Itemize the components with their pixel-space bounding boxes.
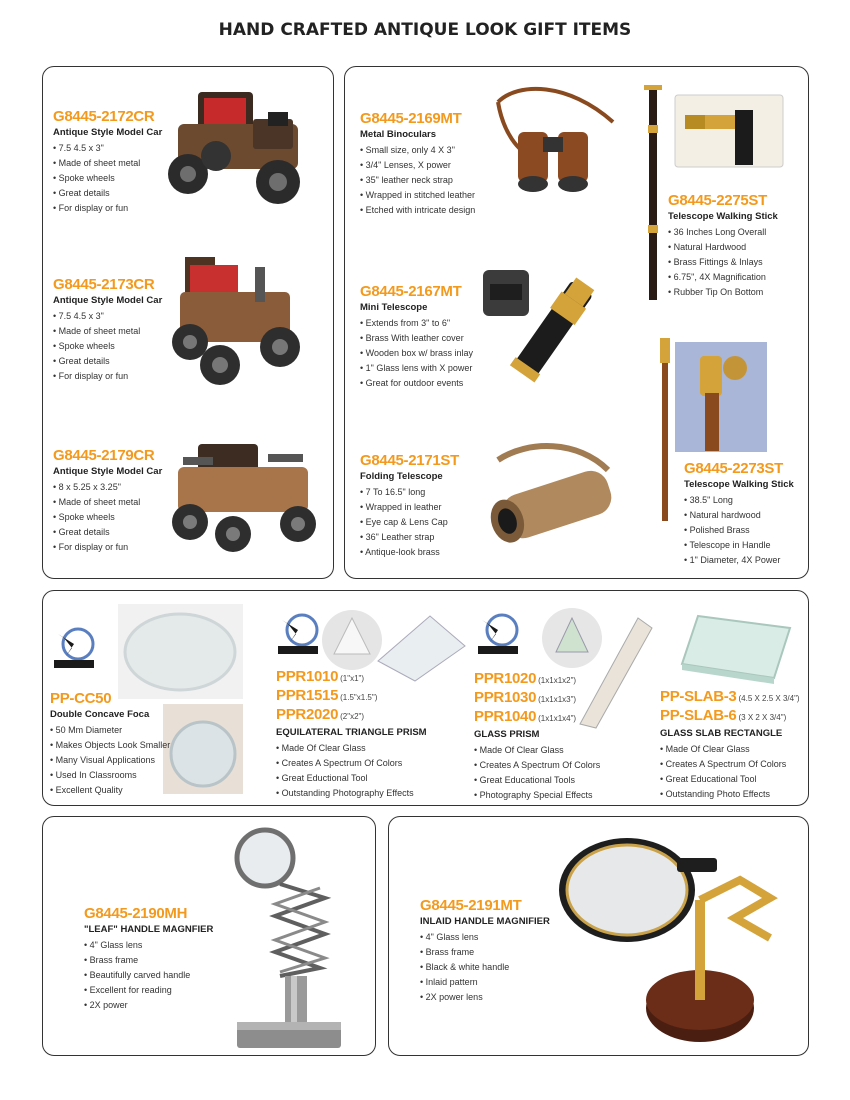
feature: • Wrapped in leather (360, 500, 459, 515)
feature: • 50 Mm Diameter (50, 723, 170, 738)
feature: • 6.75", 4X Magnification (668, 270, 778, 285)
product-name: Telescope Walking Stick (684, 479, 794, 490)
hawk-logo-icon (52, 626, 96, 670)
feature: • Made Of Clear Glass (474, 743, 600, 758)
feature: • Creates A Spectrum Of Colors (276, 756, 427, 771)
product-code: G8445-2167MT (360, 283, 462, 300)
feature: • Made of sheet metal (53, 495, 162, 510)
product-code: PPR2020 (2"x2") (276, 706, 365, 723)
product-code: G8445-2179CR (53, 447, 155, 464)
feature: • Wrapped in stitched leather (360, 188, 475, 203)
feature-list (276, 741, 427, 801)
hawk-logo-icon (276, 612, 320, 656)
feature: • Great Educational Tool (660, 772, 800, 787)
feature: • Etched with intricate design (360, 203, 475, 218)
feature: • For display or fun (53, 369, 162, 384)
product-name: Antique Style Model Car (53, 295, 163, 306)
product-name: Folding Telescope (360, 471, 443, 482)
product-code: G8445-2172CR (53, 108, 155, 125)
product-stick-2275 (668, 192, 778, 300)
glass-slab-image (678, 612, 796, 684)
model-car-image (158, 84, 323, 219)
product-code: G8445-2275ST (668, 192, 767, 209)
product-name: GLASS SLAB RECTANGLE (660, 728, 783, 739)
mini-telescope-image (478, 262, 608, 392)
product-code: G8445-2169MT (360, 110, 462, 127)
feature-list (53, 141, 162, 216)
product-name: Metal Binoculars (360, 129, 437, 140)
feature: • Many Visual Applications (50, 753, 170, 768)
feature: • Brass With leather cover (360, 331, 473, 346)
feature: • Spoke wheels (53, 171, 162, 186)
feature-list (53, 309, 162, 384)
feature-list (360, 143, 475, 218)
feature: • 3/4" Lenses, X power (360, 158, 475, 173)
product-name: INLAID HANDLE MAGNIFIER (420, 916, 550, 927)
product-triangle-prism (276, 668, 427, 801)
feature: • 4" Glass lens (420, 930, 550, 945)
product-code: PPR1030 (1x1x1x3") (474, 689, 577, 706)
product-code: PPR1020 (1x1x1x2") (474, 670, 577, 687)
feature: • Brass Fittings & Inlays (668, 255, 778, 270)
feature-list (84, 938, 213, 1013)
feature: • For display or fun (53, 201, 162, 216)
product-stick-2273 (684, 460, 794, 568)
product-car-2173 (53, 276, 162, 384)
feature: • Creates A Spectrum Of Colors (660, 757, 800, 772)
feature-list (668, 225, 778, 300)
product-mini-telescope (360, 283, 473, 391)
feature-list (660, 742, 800, 802)
product-name: Antique Style Model Car (53, 466, 163, 477)
product-glass-prism (474, 670, 600, 803)
product-name: Antique Style Model Car (53, 127, 163, 138)
feature: • Great details (53, 354, 162, 369)
product-name: GLASS PRISM (474, 729, 540, 740)
product-code: PPR1040 (1x1x1x4") (474, 708, 577, 725)
feature: • Photography Special Effects (474, 788, 600, 803)
product-car-2172 (53, 108, 162, 216)
feature: • Excellent for reading (84, 983, 213, 998)
feature: • Extends from 3" to 6" (360, 316, 473, 331)
product-code: G8445-2171ST (360, 452, 459, 469)
product-name: "LEAF" HANDLE MAGNFIER (84, 924, 214, 935)
feature-list (50, 723, 170, 798)
feature: • 7.5 4.5 x 3" (53, 141, 162, 156)
feature: • Used In Classrooms (50, 768, 170, 783)
feature-list (474, 743, 600, 803)
feature: • Great details (53, 186, 162, 201)
feature: • Outstanding Photo Effects (660, 787, 800, 802)
feature: • 2X power (84, 998, 213, 1013)
feature: • Rubber Tip On Bottom (668, 285, 778, 300)
feature: • Wooden box w/ brass inlay (360, 346, 473, 361)
feature: • 36" Leather strap (360, 530, 459, 545)
product-concave (50, 690, 170, 798)
feature: • Great Educational Tools (474, 773, 600, 788)
product-name: Telescope Walking Stick (668, 211, 778, 222)
feature: • Inlaid pattern (420, 975, 550, 990)
feature-list (53, 480, 162, 555)
product-code: PP-SLAB-6 (3 X 2 X 3/4") (660, 707, 787, 724)
feature: • Natural hardwood (684, 508, 794, 523)
feature: • 1" Diameter, 4X Power (684, 553, 794, 568)
leaf-magnifier-image (225, 826, 345, 1052)
product-name: EQUILATERAL TRIANGLE PRISM (276, 727, 427, 738)
feature: • 8 x 5.25 x 3.25" (53, 480, 162, 495)
feature: • Eye cap & Lens Cap (360, 515, 459, 530)
product-slab (660, 688, 800, 802)
product-name: Mini Telescope (360, 302, 428, 313)
product-code: G8445-2173CR (53, 276, 155, 293)
product-code: PP-CC50 (50, 690, 112, 707)
feature: • Small size, only 4 X 3" (360, 143, 475, 158)
product-binoculars (360, 110, 475, 218)
folding-telescope-image (468, 440, 623, 560)
feature: • 7.5 4.5 x 3" (53, 309, 162, 324)
feature: • Made Of Clear Glass (660, 742, 800, 757)
product-code: PPR1010 (1"x1") (276, 668, 365, 685)
feature: • 36 Inches Long Overall (668, 225, 778, 240)
feature: • Made of sheet metal (53, 324, 162, 339)
product-code: PP-SLAB-3 (4.5 X 2.5 X 3/4") (660, 688, 800, 705)
feature: • Spoke wheels (53, 510, 162, 525)
feature-list (684, 493, 794, 568)
inlaid-magnifier-image (555, 830, 805, 1052)
page-title: HAND CRAFTED ANTIQUE LOOK GIFT ITEMS (218, 20, 632, 40)
feature: • Great for outdoor events (360, 376, 473, 391)
product-magnifier-2191 (420, 897, 550, 1005)
feature: • 35" leather neck strap (360, 173, 475, 188)
feature: • 2X power lens (420, 990, 550, 1005)
feature: • Great Eductional Tool (276, 771, 427, 786)
feature: • Makes Objects Look Smaller (50, 738, 170, 753)
feature: • Polished Brass (684, 523, 794, 538)
binoculars-image (478, 82, 628, 207)
feature: • Black & white handle (420, 960, 550, 975)
feature: • 38.5" Long (684, 493, 794, 508)
feature: • Made Of Clear Glass (276, 741, 427, 756)
feature: • Made of sheet metal (53, 156, 162, 171)
feature: • Great details (53, 525, 162, 540)
product-folding-telescope (360, 452, 459, 560)
feature: • 4" Glass lens (84, 938, 213, 953)
product-magnifier-2190 (84, 905, 213, 1013)
feature: • For display or fun (53, 540, 162, 555)
feature: • 1" Glass lens with X power (360, 361, 473, 376)
model-car-image (168, 432, 323, 557)
product-code: PPR1515 (1.5"x1.5") (276, 687, 378, 704)
feature: • Creates A Spectrum Of Colors (474, 758, 600, 773)
feature: • Excellent Quality (50, 783, 170, 798)
feature: • Brass frame (84, 953, 213, 968)
product-name: Double Concave Foca (50, 709, 150, 720)
feature-list (360, 485, 459, 560)
product-car-2179 (53, 447, 162, 555)
feature: • Antique-look brass (360, 545, 459, 560)
feature: • Beautifully carved handle (84, 968, 213, 983)
feature: • Spoke wheels (53, 339, 162, 354)
feature: • Outstanding Photography Effects (276, 786, 427, 801)
feature: • Telescope in Handle (684, 538, 794, 553)
feature-list (420, 930, 550, 1005)
feature: • Brass frame (420, 945, 550, 960)
product-code: G8445-2191MT (420, 897, 522, 914)
feature: • Natural Hardwood (668, 240, 778, 255)
feature: • 7 To 16.5" long (360, 485, 459, 500)
product-code: G8445-2273ST (684, 460, 783, 477)
hawk-logo-icon (476, 612, 520, 656)
feature-list (360, 316, 473, 391)
product-code: G8445-2190MH (84, 905, 188, 922)
model-car-image (165, 247, 315, 392)
